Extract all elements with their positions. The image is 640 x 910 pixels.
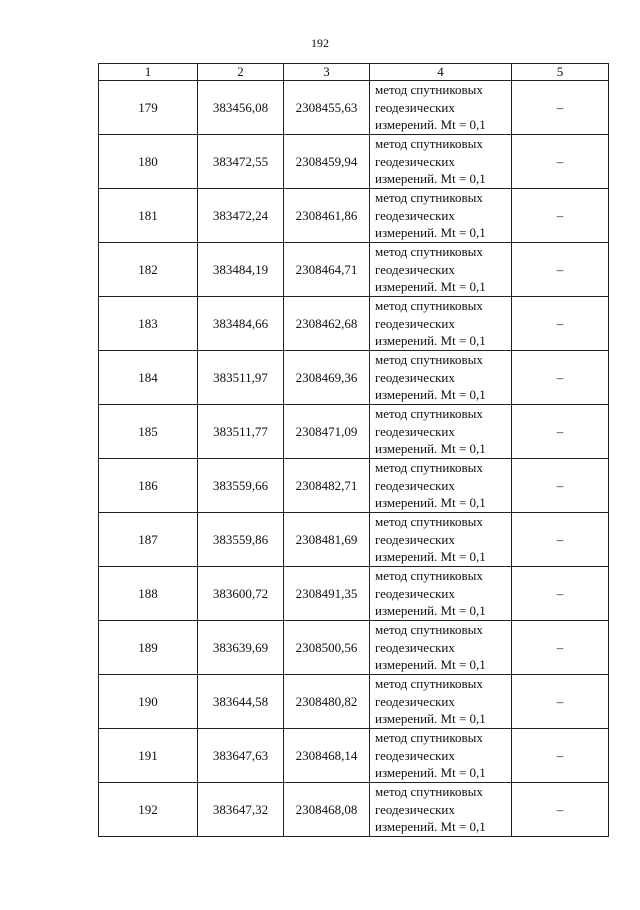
y-coordinate-cell: 2308455,63 [284,81,370,135]
page-number: 192 [311,36,329,50]
note-cell: – [512,621,609,675]
x-coordinate-cell: 383472,24 [198,189,284,243]
table-row [99,783,609,837]
y-coordinate-cell: 2308461,86 [284,189,370,243]
x-coordinate-cell: 383600,72 [198,567,284,621]
note-cell: – [512,135,609,189]
note-cell: – [512,729,609,783]
point-number-cell: 192 [99,783,198,837]
method-cell [370,297,512,351]
y-coordinate-cell: 2308491,35 [284,567,370,621]
method-line: метод спутниковых [375,406,483,422]
column-header-5: 5 [512,64,609,81]
table-row [99,621,609,675]
method-line: метод спутниковых [375,514,483,530]
method-line: измерений. Mt = 0,1 [375,117,486,133]
point-number-cell: 180 [99,135,198,189]
method-line: геодезических [375,639,455,655]
method-line: метод спутниковых [375,730,483,746]
x-coordinate-cell: 383484,66 [198,297,284,351]
table-body [99,81,609,837]
method-cell [370,729,512,783]
method-line: метод спутниковых [375,622,483,638]
point-number-cell: 185 [99,405,198,459]
table-header-row [99,64,609,81]
note-cell: – [512,459,609,513]
table-row [99,243,609,297]
method-line: геодезических [375,369,455,385]
note-cell: – [512,513,609,567]
note-cell: – [512,351,609,405]
method-line: метод спутниковых [375,82,483,98]
y-coordinate-cell: 2308464,71 [284,243,370,297]
method-line: измерений. Mt = 0,1 [375,495,486,511]
point-number-cell: 182 [99,243,198,297]
method-line: метод спутниковых [375,298,483,314]
method-line: измерений. Mt = 0,1 [375,765,486,781]
y-coordinate-cell: 2308459,94 [284,135,370,189]
x-coordinate-cell: 383472,55 [198,135,284,189]
x-coordinate-cell: 383559,66 [198,459,284,513]
y-coordinate-cell: 2308500,56 [284,621,370,675]
point-number-cell: 183 [99,297,198,351]
y-coordinate-cell: 2308462,68 [284,297,370,351]
note-cell: – [512,783,609,837]
note-cell: – [512,243,609,297]
method-line: метод спутниковых [375,244,483,260]
method-line: метод спутниковых [375,676,483,692]
column-header-1: 1 [99,64,198,81]
y-coordinate-cell: 2308480,82 [284,675,370,729]
method-cell [370,81,512,135]
method-line: геодезических [375,153,455,169]
method-line: геодезических [375,585,455,601]
method-cell [370,513,512,567]
table-row [99,351,609,405]
method-line: измерений. Mt = 0,1 [375,279,486,295]
method-cell [370,405,512,459]
y-coordinate-cell: 2308481,69 [284,513,370,567]
x-coordinate-cell: 383647,32 [198,783,284,837]
table-row [99,675,609,729]
x-coordinate-cell: 383644,58 [198,675,284,729]
method-line: метод спутниковых [375,136,483,152]
note-cell: – [512,189,609,243]
method-line: геодезических [375,423,455,439]
table-row [99,135,609,189]
method-line: измерений. Mt = 0,1 [375,657,486,673]
method-line: геодезических [375,747,455,763]
table-row [99,189,609,243]
x-coordinate-cell: 383456,08 [198,81,284,135]
method-line: измерений. Mt = 0,1 [375,711,486,727]
method-cell [370,675,512,729]
method-line: измерений. Mt = 0,1 [375,225,486,241]
method-cell [370,783,512,837]
method-line: метод спутниковых [375,460,483,476]
point-number-cell: 187 [99,513,198,567]
coordinates-table [98,63,609,837]
x-coordinate-cell: 383647,63 [198,729,284,783]
point-number-cell: 188 [99,567,198,621]
x-coordinate-cell: 383559,86 [198,513,284,567]
point-number-cell: 190 [99,675,198,729]
method-line: геодезических [375,801,455,817]
point-number-cell: 179 [99,81,198,135]
point-number-cell: 189 [99,621,198,675]
method-line: измерений. Mt = 0,1 [375,549,486,565]
column-header-3: 3 [284,64,370,81]
method-line: метод спутниковых [375,190,483,206]
x-coordinate-cell: 383511,97 [198,351,284,405]
table-row [99,459,609,513]
method-line: измерений. Mt = 0,1 [375,603,486,619]
method-cell [370,459,512,513]
method-cell [370,621,512,675]
column-header-2: 2 [198,64,284,81]
method-line: измерений. Mt = 0,1 [375,387,486,403]
method-line: метод спутниковых [375,568,483,584]
column-header-4: 4 [370,64,512,81]
method-cell [370,189,512,243]
x-coordinate-cell: 383484,19 [198,243,284,297]
method-line: геодезических [375,477,455,493]
method-line: измерений. Mt = 0,1 [375,333,486,349]
point-number-cell: 181 [99,189,198,243]
table-row [99,81,609,135]
method-line: измерений. Mt = 0,1 [375,819,486,835]
table-row [99,567,609,621]
method-line: метод спутниковых [375,784,483,800]
method-line: метод спутниковых [375,352,483,368]
method-cell [370,243,512,297]
y-coordinate-cell: 2308468,08 [284,783,370,837]
y-coordinate-cell: 2308469,36 [284,351,370,405]
table-row [99,729,609,783]
method-line: геодезических [375,315,455,331]
method-line: геодезических [375,531,455,547]
point-number-cell: 184 [99,351,198,405]
method-line: геодезических [375,693,455,709]
point-number-cell: 191 [99,729,198,783]
method-line: измерений. Mt = 0,1 [375,441,486,457]
y-coordinate-cell: 2308468,14 [284,729,370,783]
note-cell: – [512,675,609,729]
note-cell: – [512,81,609,135]
note-cell: – [512,297,609,351]
method-cell [370,135,512,189]
method-cell [370,351,512,405]
x-coordinate-cell: 383639,69 [198,621,284,675]
point-number-cell: 186 [99,459,198,513]
table-row [99,405,609,459]
table-row [99,297,609,351]
method-line: измерений. Mt = 0,1 [375,171,486,187]
note-cell: – [512,567,609,621]
y-coordinate-cell: 2308482,71 [284,459,370,513]
method-line: геодезических [375,207,455,223]
method-line: геодезических [375,261,455,277]
method-cell [370,567,512,621]
note-cell: – [512,405,609,459]
x-coordinate-cell: 383511,77 [198,405,284,459]
y-coordinate-cell: 2308471,09 [284,405,370,459]
table-row [99,513,609,567]
method-line: геодезических [375,99,455,115]
